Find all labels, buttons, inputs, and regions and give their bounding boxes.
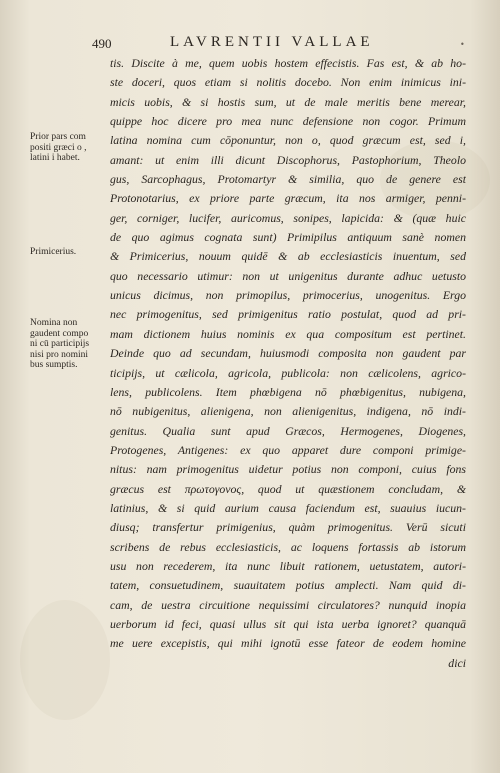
text-line: tatem, consuetudinem, suauitatem potius amplecti. Nam quid di- xyxy=(110,578,466,593)
text-line: tis. Discite à me, quem uobis hostem effecistis. Fas est, & ab ho- xyxy=(110,56,466,70)
page-number: 490 xyxy=(92,36,112,51)
text-line: genitus. Qualia sunt apud Græcos, Hermogenes, Diogenes, xyxy=(110,423,466,438)
margin-note-participles xyxy=(30,318,110,371)
text-line: quippe hoc dicere pro mea nunc defensione non cogor. Primum xyxy=(110,114,466,129)
margin-note-compound-prefix xyxy=(30,132,110,164)
text-line: lens, publicolens. Item phœbigena nō phœbigenitus, nubigena, xyxy=(110,384,466,399)
margin-note-line: nisi pro nomini xyxy=(30,349,89,360)
text-line: nitus: nam primogenitus uidetur potius non componi, cuius fons xyxy=(110,462,466,477)
running-title: LAVRENTII VALLAE xyxy=(170,34,374,50)
text-line: nec primogenitus, sed primigenitus ratio postulat, quod ad pri- xyxy=(110,307,466,322)
text-line: cam, de uestra circuitione nequissimi circulatores? nunquid inopia xyxy=(110,597,466,612)
text-line: de quo agimus cognata sunt) Primipilus antiquum sanè nomen xyxy=(110,230,466,245)
text-line: latina nomina cum cōponuntur, non o, quod græcum est, sed i, xyxy=(110,133,466,148)
text-line: ger, corniger, lucifer, auricomus, sonipes, lapicida: & (quæ huic xyxy=(110,210,466,225)
margin-note-primicerius xyxy=(30,247,110,258)
text-line: & Primicerius, nouum quidē & ab ecclesiasticis inuentum, sed xyxy=(110,249,466,264)
text-line: mam dictionem huius nominis ex qua compositum est pertinet. xyxy=(110,326,466,341)
bullet-mark-icon: • xyxy=(460,40,465,49)
body-text xyxy=(110,54,466,673)
margin-note-line: bus sumptis. xyxy=(30,360,78,370)
text-line: Protonotarius, ex priore parte græcum, ita nos armiger, penni- xyxy=(110,191,466,206)
text-line: quo necessario utimur: non ut unigenitus durante adhuc uetusto xyxy=(110,268,466,283)
text-line: ste doceri, quos etiam si nolitis docebo. Non enim inimicus ini- xyxy=(110,75,466,90)
text-line: scribens de rebus ecclesiasticis, ac loquens fortassis ab istorum xyxy=(110,539,466,554)
margin-note-line: Prior pars com xyxy=(30,132,86,142)
running-head xyxy=(0,34,500,54)
margin-note-line: Nomina non xyxy=(30,318,78,328)
text-line: gus, Sarcophagus, Protomartyr & similia, quo de genere est xyxy=(110,172,466,187)
text-line: micis uobis, & si hostis sum, ut de male meritis bene merear, xyxy=(110,94,466,109)
text-line: diusq; transfertur primigenius, quàm primogenitus. Verū sicuti xyxy=(110,520,466,535)
text-line: Protogenes, Antigenes: ex quo apparet dure componi primige- xyxy=(110,442,466,457)
text-line: Deinde quo ad secundam, huiusmodi composita non gaudent par xyxy=(110,346,466,361)
text-line: nō nubigenitus, alienigena, non alienigenitus, indigena, nō indi- xyxy=(110,404,466,419)
text-line: latinius, & si quid aurium causa faciendum est, suauius iucun- xyxy=(110,500,466,515)
margin-note-line: ni cū participijs xyxy=(30,339,90,349)
margin-note-line: Primicerius. xyxy=(30,247,77,257)
margin-note-line: latini i habet. xyxy=(30,153,80,163)
paper-stain xyxy=(20,600,110,720)
catchword: dici xyxy=(448,655,466,670)
text-line: amant: ut enim illi dicunt Discophorus, Pastophorium, Theolo xyxy=(110,152,466,167)
margin-note-line: positi græci o , xyxy=(30,142,87,153)
margin-note-line: gaudent compo xyxy=(30,328,89,339)
text-line: græcus est πρωτογονος, quod ut quæstionem concludam, & xyxy=(110,481,466,496)
text-line: ticipijs, ut cælicola, agricola, publicola: non cælicolens, agrico- xyxy=(110,365,466,380)
text-line: me uere excepistis, qui mihi ignotū esse fateor de eodem homine xyxy=(110,636,466,651)
text-line: uerborum id feci, quasi ullus sit qui ista uerba ignoret? quanquā xyxy=(110,616,466,631)
text-line: unicus dicimus, non primopilus, primocerius, unogenitus. Ergo xyxy=(110,288,466,303)
text-line: usu non recederem, ita nunc libuit rationem, uetustatem, autori- xyxy=(110,558,466,573)
